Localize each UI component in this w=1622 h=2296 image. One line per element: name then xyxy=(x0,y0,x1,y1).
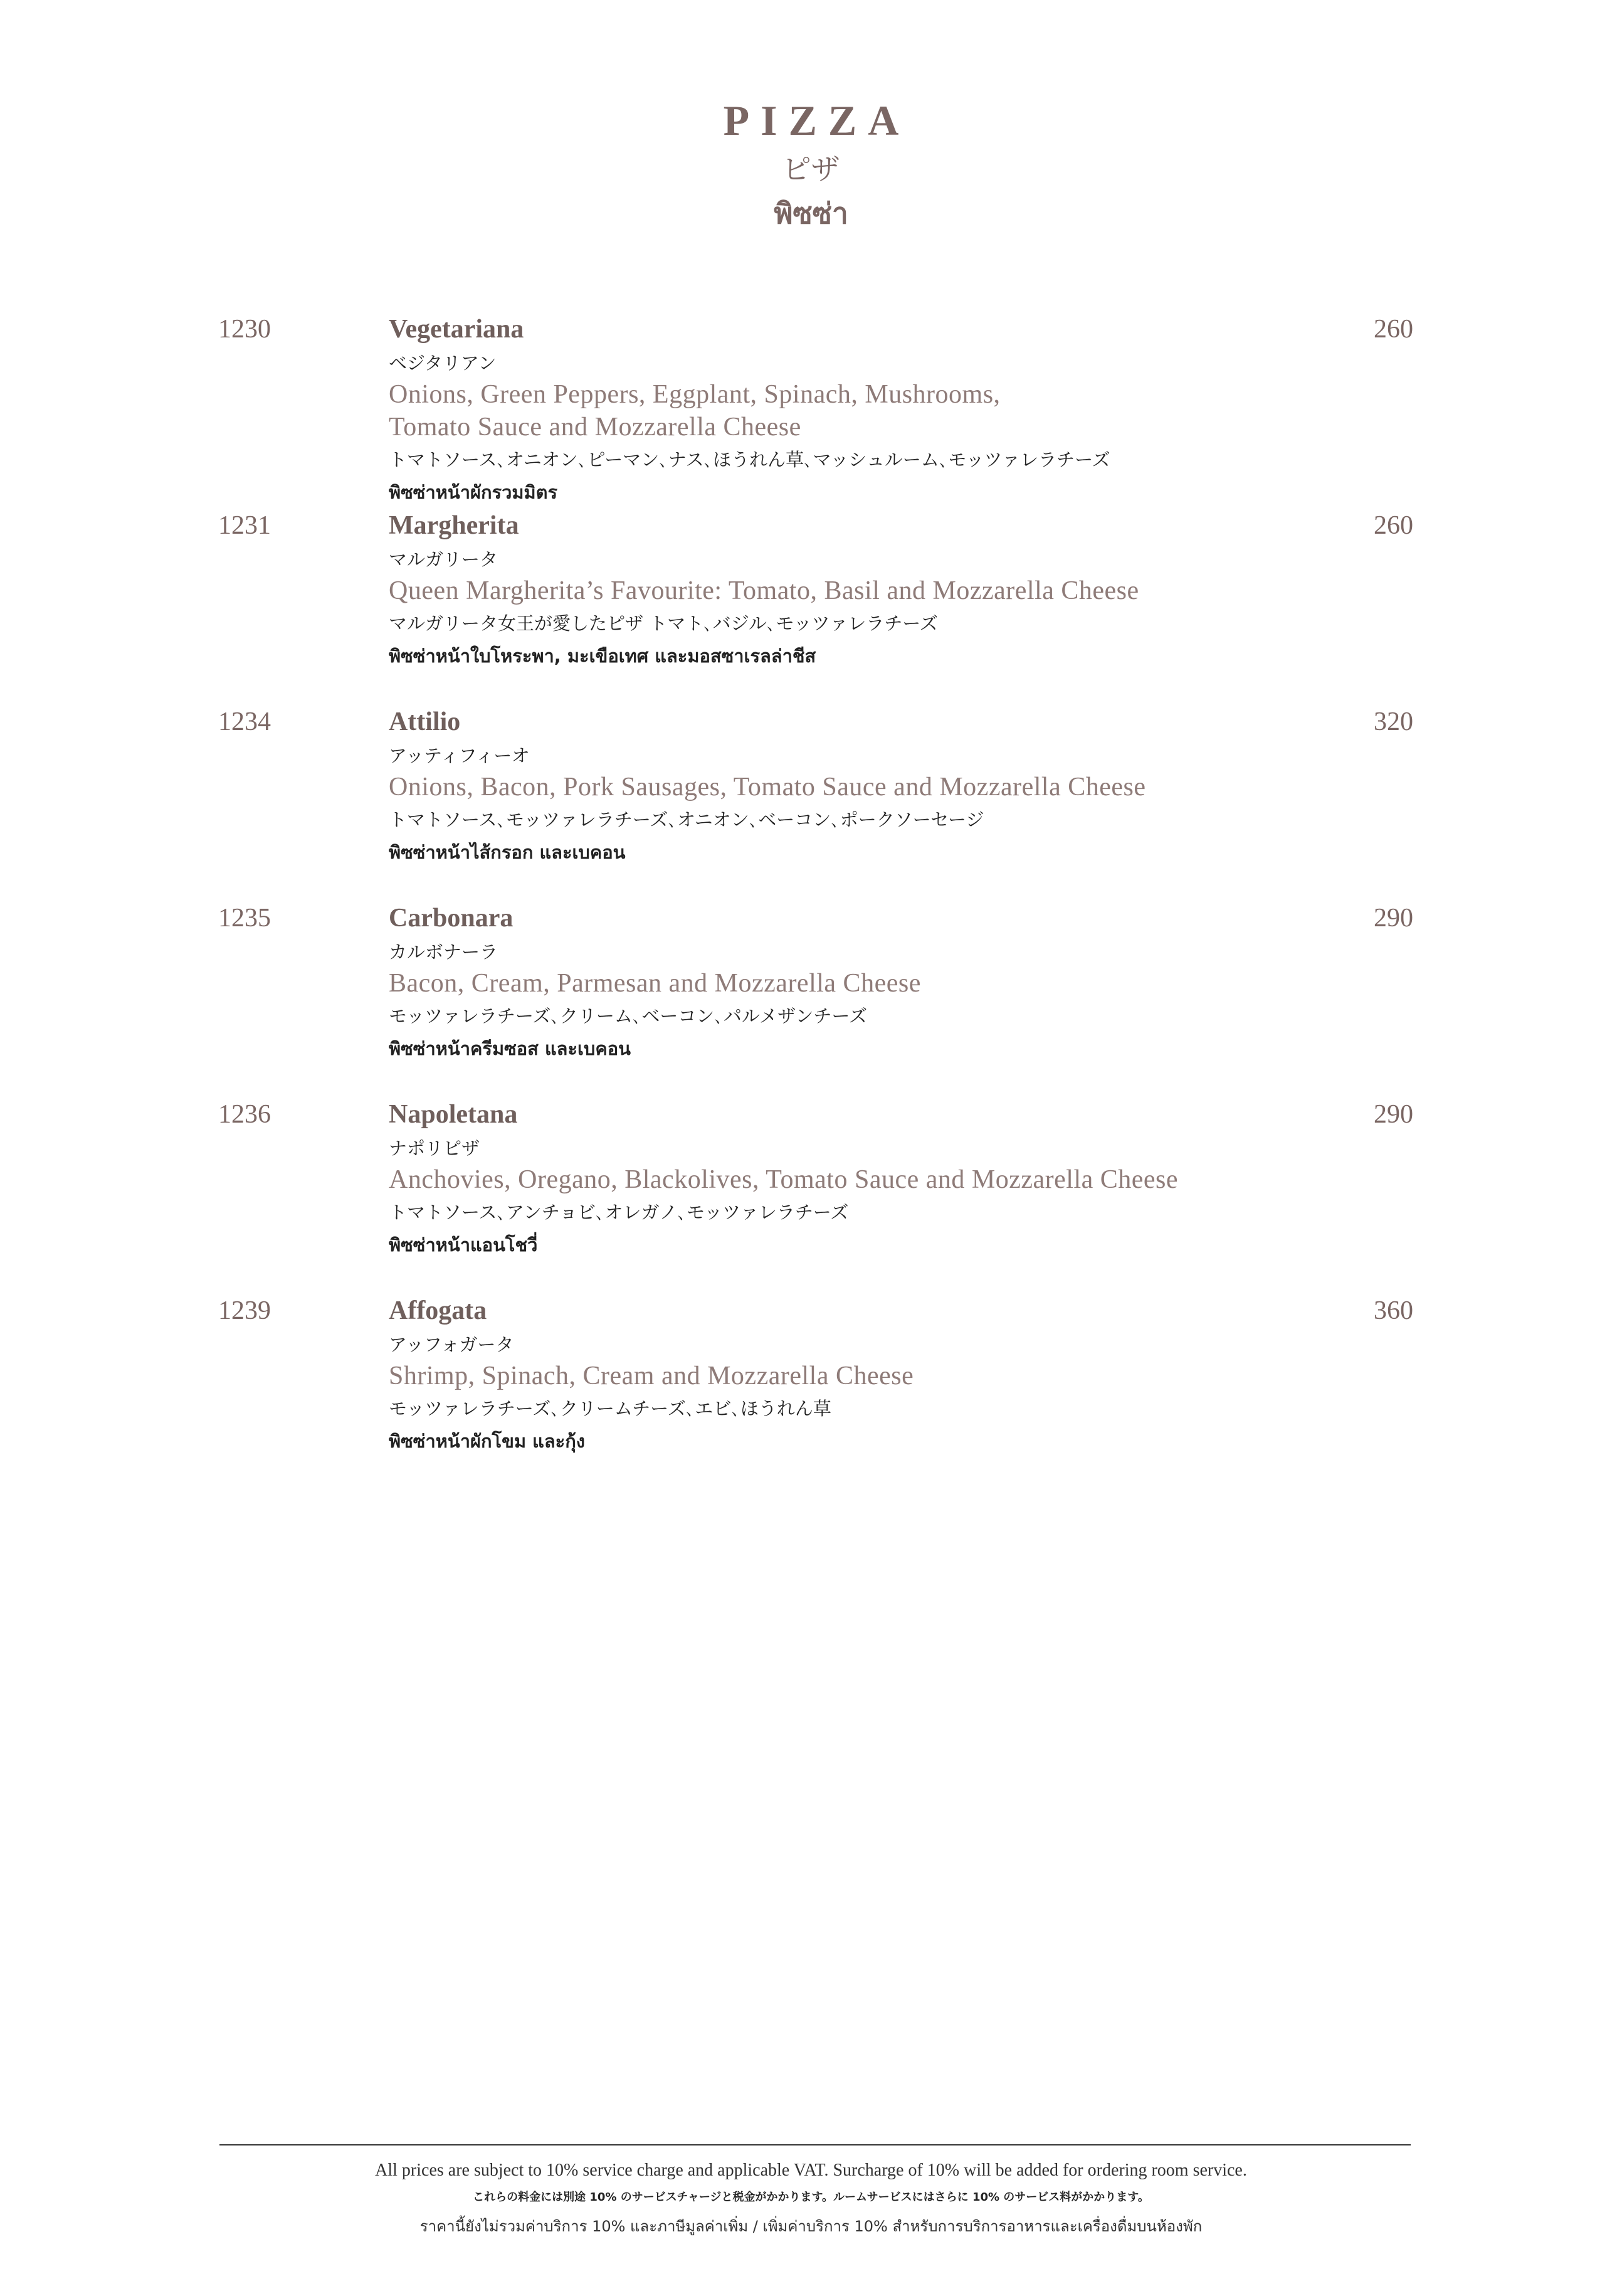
item-details xyxy=(389,310,1354,509)
item-description-line: Onions, Green Peppers, Eggplant, Spinach, Mushrooms, xyxy=(389,380,1001,409)
item-description-line: Shrimp, Spinach, Cream and Mozzarella Cheese xyxy=(389,1362,914,1390)
item-description-thai: พิซซ่าหน้าไส้กรอก และเบคอน xyxy=(389,842,626,863)
item-description-line: Queen Margherita’s Favourite: Tomato, Basil and Mozzarella Cheese xyxy=(389,576,1139,605)
item-price: 260 xyxy=(1374,511,1413,540)
item-description-thai: พิซซ่าหน้าแอนโชวี่ xyxy=(389,1234,538,1256)
item-name-japanese: アッフォガータ xyxy=(389,1334,514,1355)
item-description-japanese: トマトソース､アンチョビ､オレガノ､モッツァレラチーズ xyxy=(389,1202,849,1223)
item-name-japanese: ナポリピザ xyxy=(389,1138,480,1159)
item-code: 1235 xyxy=(218,904,271,933)
item-name-japanese: ベジタリアン xyxy=(389,352,497,374)
item-name: Margherita xyxy=(389,511,519,540)
item-code: 1236 xyxy=(218,1100,271,1129)
menu-item xyxy=(0,507,1622,703)
item-description-line: Tomato Sauce and Mozzarella Cheese xyxy=(389,413,801,442)
item-name: Napoletana xyxy=(389,1100,518,1129)
item-description-line: Bacon, Cream, Parmesan and Mozzarella Cheese xyxy=(389,969,921,998)
price-note-thai: ราคานี้ยังไม่รวมค่าบริการ 10% และภาษีมูลค่าเพิ่ม / เพิ่มค่าบริการ 10% สำหรับการบริการอาหารและเครื่องดื่มบนห้องพัก xyxy=(419,2218,1203,2235)
item-details xyxy=(389,1292,1354,1457)
footer-divider xyxy=(219,2144,1411,2145)
menu-item xyxy=(0,1096,1622,1292)
item-price: 290 xyxy=(1374,1100,1413,1129)
menu-item xyxy=(0,310,1622,507)
item-code: 1230 xyxy=(218,315,271,344)
item-name: Affogata xyxy=(389,1296,487,1325)
section-title-thai: พิซซ่า xyxy=(774,196,848,230)
item-price: 320 xyxy=(1374,707,1413,736)
item-name: Vegetariana xyxy=(389,315,524,344)
item-price: 260 xyxy=(1374,315,1413,344)
item-code: 1234 xyxy=(218,707,271,736)
section-title: PIZZA xyxy=(723,97,910,144)
item-code: 1239 xyxy=(218,1296,271,1325)
item-description-japanese: マルガリータ女王が愛したピザ トマト､バジル､モッツァレラチーズ xyxy=(389,613,938,634)
item-name-japanese: アッティフィーオ xyxy=(389,745,530,766)
price-note-footer xyxy=(0,2156,1622,2243)
menu-list xyxy=(0,310,1622,1488)
menu-item xyxy=(0,1292,1622,1488)
item-details xyxy=(389,1096,1354,1261)
menu-header xyxy=(0,94,1622,233)
menu-item xyxy=(0,703,1622,899)
item-details xyxy=(389,507,1354,672)
price-note-japanese: これらの料金には別途 10% のサービスチャージと税金がかかります。ルームサービスにはさらに 10% のサービス料がかかります。 xyxy=(473,2191,1149,2204)
item-description-japanese: モッツァレラチーズ､クリーム､ベーコン､パルメザンチーズ xyxy=(389,1005,867,1027)
item-description-japanese: トマトソース､モッツァレラチーズ､オニオン､ベーコン､ポークソーセージ xyxy=(389,809,984,830)
item-price: 290 xyxy=(1374,904,1413,933)
section-title-japanese: ピザ xyxy=(782,152,840,186)
item-description-thai: พิซซ่าหน้าผักโขม และกุ้ง xyxy=(389,1431,585,1452)
item-details xyxy=(389,899,1354,1065)
item-code: 1231 xyxy=(218,511,271,540)
item-name-japanese: マルガリータ xyxy=(389,549,498,570)
item-price: 360 xyxy=(1374,1296,1413,1325)
item-description-thai: พิซซ่าหน้าใบโหระพา, มะเขือเทศ และมอสซาเรลล่าชีส xyxy=(389,645,816,667)
item-name-japanese: カルボナーラ xyxy=(389,941,498,963)
item-description-thai: พิซซ่าหน้าผักรวมมิตร xyxy=(389,482,558,503)
menu-item xyxy=(0,899,1622,1096)
price-note-english: All prices are subject to 10% service charge and applicable VAT. Surcharge of 10% will be added for ordering room service. xyxy=(375,2161,1247,2180)
item-name: Attilio xyxy=(389,707,461,736)
item-description-thai: พิซซ่าหน้าครีมซอส และเบคอน xyxy=(389,1038,631,1059)
item-name: Carbonara xyxy=(389,904,513,933)
item-description-japanese: モッツァレラチーズ､クリームチーズ､エビ､ほうれん草 xyxy=(389,1398,831,1419)
item-details xyxy=(389,703,1354,869)
item-description-line: Anchovies, Oregano, Blackolives, Tomato Sauce and Mozzarella Cheese xyxy=(389,1165,1179,1194)
item-description-line: Onions, Bacon, Pork Sausages, Tomato Sauce and Mozzarella Cheese xyxy=(389,773,1146,801)
item-description-japanese: トマトソース､オニオン､ピーマン､ナス､ほうれん草､マッシュルーム､モッツァレラチーズ xyxy=(389,449,1110,470)
